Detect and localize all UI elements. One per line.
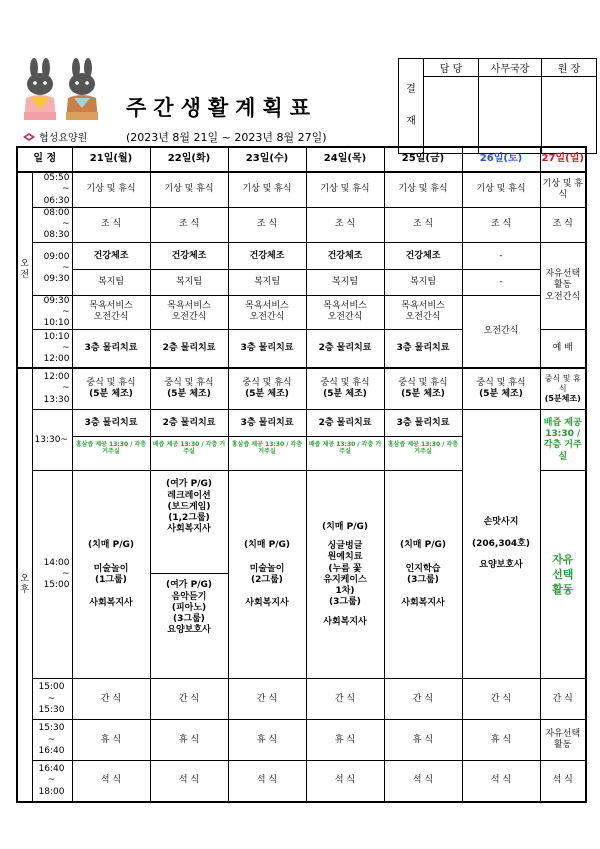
cell-pm-mon — [72, 410, 150, 471]
cell-sun-note: 배즙 제공 13:30 / 각층 거주실 — [540, 410, 586, 471]
cell-sun-free — [540, 242, 586, 330]
approval-label-bottom: 재 — [406, 116, 416, 127]
cell-dinner-wed: 석 식 — [228, 761, 306, 802]
cell-program-tue — [150, 471, 228, 679]
row-rest — [17, 720, 586, 761]
cell-dinner-sat: 석 식 — [462, 761, 540, 802]
cell-lunch-thu — [306, 368, 384, 410]
lunch-sub-wed: (5분 체조) — [245, 389, 289, 399]
approval-col-head: 원 장 — [542, 59, 597, 77]
cell-exercise-sat — [462, 242, 540, 295]
program-tue-a-4: (1,2그룹) — [168, 513, 210, 523]
cell-exercise-mon — [72, 242, 150, 295]
cell-breakfast-sat: 조 식 — [462, 207, 540, 242]
lunch-sub-sun: (5분체조) — [544, 394, 581, 403]
cell-snack-mon: 간 식 — [72, 679, 150, 720]
program-sat-2: (206,304호) — [472, 538, 530, 549]
day-thu-paren: (목) — [347, 153, 367, 165]
cell-physio-wed: 3층 물리치료 — [228, 330, 306, 368]
header-row — [17, 147, 586, 172]
program-sun-1: 자유 — [552, 552, 574, 566]
lunch-sun: 중식 및 휴식 — [544, 374, 581, 393]
welfare-mon: 복지팀 — [73, 269, 150, 295]
cell-dinner-tue: 석 식 — [150, 761, 228, 802]
program-fri-1: (치매 P/G) — [399, 540, 447, 551]
day-sun-main: 27일 — [541, 153, 566, 165]
cell-program-wed — [228, 471, 306, 679]
program-thu-2: 싱글벙글 — [327, 541, 363, 551]
cell-rest-sat: 휴 식 — [462, 720, 540, 761]
cell-physio-fri: 3층 물리치료 — [384, 330, 462, 368]
cell-exercise-tue — [150, 242, 228, 295]
note-thu: 배즙 제공 13:30 / 각층 거주실 — [307, 436, 384, 470]
program-thu-7: (3그룹) — [329, 597, 361, 608]
cell-pm-thu — [306, 410, 384, 471]
bath-tue: 목욕서비스 — [167, 301, 211, 312]
approval-label-top: 결 — [406, 84, 416, 95]
time-t4: 09:30 ~ 10:10 — [32, 295, 72, 330]
snack-tue-am: 오전간식 — [171, 312, 207, 323]
cell-pm-fri — [384, 410, 462, 471]
lunch-fri: 중식 및 휴식 — [398, 377, 448, 388]
program-tue-b-3: (피아노) — [171, 602, 207, 613]
time-t2: 08:00 ~ 08:30 — [32, 207, 72, 242]
sun-morning-snack: 오전간식 — [545, 291, 581, 302]
cell-physio-thu: 2층 물리치료 — [306, 330, 384, 368]
lunch-wed: 중식 및 휴식 — [242, 377, 292, 388]
welfare-tue: 복지팀 — [151, 269, 228, 295]
lunch-tue: 중식 및 휴식 — [164, 377, 214, 388]
program-sat-1: 손맛사지 — [483, 517, 519, 528]
sun-free: 자유선택 활동 — [545, 269, 581, 291]
approval-label — [399, 59, 424, 154]
cell-pm-wed — [228, 410, 306, 471]
cell-lunch-wed — [228, 368, 306, 410]
day-fri-main: 25일 — [401, 153, 426, 165]
row-breakfast — [17, 207, 586, 242]
program-mon-3: (1그룹) — [95, 574, 127, 585]
snack-mon-am: 오전간식 — [93, 312, 129, 323]
exercise-mon: 건강체조 — [93, 250, 129, 261]
cell-exercise-fri — [384, 242, 462, 295]
note-fri: 홍삼즙 제공 13:30 / 각층 거주실 — [385, 436, 462, 470]
program-fri-3: (3그룹) — [407, 574, 439, 585]
cell-snack-fri: 간 식 — [384, 679, 462, 720]
cell-breakfast-thu: 조 식 — [306, 207, 384, 242]
physio2-wed: 3층 물리치료 — [240, 418, 294, 429]
dash-sat-2: - — [463, 269, 540, 295]
cell-program-sat — [462, 410, 540, 679]
cell-physio-tue: 2층 물리치료 — [150, 330, 228, 368]
program-fri-4: 사회복지사 — [401, 598, 445, 608]
row-dinner — [17, 761, 586, 802]
cell-breakfast-wed: 조 식 — [228, 207, 306, 242]
physio2-tue: 2층 물리치료 — [162, 418, 216, 429]
row-wake — [17, 172, 586, 207]
cell-lunch-fri — [384, 368, 462, 410]
day-mon-main: 21일 — [89, 153, 114, 165]
day-header-thu — [306, 147, 384, 172]
day-fri-paren: (금) — [425, 153, 445, 165]
dash-sat-1: - — [499, 250, 503, 261]
cell-dinner-thu: 석 식 — [306, 761, 384, 802]
program-tue-a-3: (보드게임) — [167, 501, 211, 512]
program-thu-6: 1차) — [335, 586, 355, 596]
program-thu-8: 사회복지사 — [323, 616, 367, 627]
pm-label — [17, 368, 32, 802]
lunch-sub-mon: (5분 체조) — [89, 389, 133, 399]
program-wed-4: 사회복지사 — [245, 598, 289, 608]
cell-rest-thu: 휴 식 — [306, 720, 384, 761]
cell-lunch-tue — [150, 368, 228, 410]
day-sun-paren: (일) — [565, 153, 584, 165]
cell-lunch-sat — [462, 368, 540, 410]
lunch-sub-tue: (5분 체조) — [167, 389, 211, 399]
cell-snack-tue: 간 식 — [150, 679, 228, 720]
cell-program-sun — [540, 471, 586, 679]
lunch-sat: 중식 및 휴식 — [476, 377, 526, 388]
cell-breakfast-sun: 조 식 — [540, 207, 586, 242]
cell-dinner-sun: 석 식 — [540, 761, 586, 802]
cell-lunch-mon — [72, 368, 150, 410]
cell-snack-thu: 간 식 — [306, 679, 384, 720]
cell-exercise-thu — [306, 242, 384, 295]
cell-worship: 예 배 — [540, 330, 586, 368]
exercise-tue: 건강체조 — [171, 250, 207, 261]
program-tue-b — [151, 573, 228, 678]
snack-fri-am: 오전간식 — [405, 312, 441, 323]
am-label-2: 전 — [20, 269, 30, 280]
row-bath — [17, 295, 586, 330]
day-wed-paren: (수) — [269, 153, 289, 165]
day-header-tue — [150, 147, 228, 172]
cell-rest-fri: 휴 식 — [384, 720, 462, 761]
program-sun-3: 활동 — [552, 583, 574, 597]
pm-label-2: 후 — [20, 584, 30, 595]
note-wed: 홍삼즙 제공 13:30 / 각층 거주실 — [229, 436, 306, 470]
row-lunch — [17, 368, 586, 410]
approval-col-staff: 담 당 — [424, 59, 479, 77]
program-tue-a-1: (여가 P/G) — [165, 479, 213, 490]
day-thu-main: 24일 — [323, 153, 348, 165]
cell-sat-morning-snack: 오전간식 — [462, 295, 540, 368]
cell-bath-tue — [150, 295, 228, 330]
day-tue-main: 22일 — [167, 153, 192, 165]
program-wed-3: (2그룹) — [251, 574, 283, 585]
program-mon-4: 사회복지사 — [89, 598, 133, 608]
program-tue-b-4: (3그룹) — [173, 614, 205, 624]
exercise-wed: 건강체조 — [249, 250, 285, 261]
lunch-thu: 중식 및 휴식 — [320, 377, 370, 388]
program-mon-1: (치매 P/G) — [87, 540, 135, 551]
program-thu-5: 유지케이스 — [323, 574, 367, 585]
day-sat-paren: (토) — [503, 153, 523, 165]
cell-bath-fri — [384, 295, 462, 330]
program-tue-b-1: (여가 P/G) — [165, 580, 213, 591]
org-logo-icon — [22, 132, 36, 142]
program-tue-a — [151, 471, 228, 573]
cell-program-mon — [72, 471, 150, 679]
day-wed-main: 23일 — [245, 153, 270, 165]
cell-rest-tue: 휴 식 — [150, 720, 228, 761]
day-header-mon — [72, 147, 150, 172]
bath-mon: 목욕서비스 — [89, 301, 133, 312]
snack-wed-am: 오전간식 — [249, 312, 285, 323]
org-name-text: 협성요양원 — [39, 133, 88, 144]
bath-thu: 목욕서비스 — [323, 301, 367, 312]
day-header-sat — [462, 147, 540, 172]
snack-thu-am: 오전간식 — [327, 312, 363, 323]
program-tue-a-2: 레크레이션 — [167, 490, 211, 501]
program-tue-a-5: 사회복지사 — [167, 524, 211, 535]
note-mon: 홍삼즙 제공 13:30 / 각층 거주실 — [73, 436, 150, 470]
time-t9: 15:00 ~ 15:30 — [32, 679, 72, 720]
day-mon-paren: (월) — [113, 153, 133, 165]
row-afternoon-physio — [17, 410, 586, 471]
cell-wake-mon: 기상 및 휴식 — [72, 172, 150, 207]
day-tue-paren: (화) — [191, 153, 211, 165]
cell-rest-mon: 휴 식 — [72, 720, 150, 761]
lunch-sub-sat: (5분 체조) — [479, 389, 523, 399]
am-label-1: 오 — [20, 258, 30, 269]
cell-program-thu — [306, 471, 384, 679]
cell-bath-wed — [228, 295, 306, 330]
program-thu-1: (치매 P/G) — [321, 521, 369, 532]
time-t8: 14:00 ~ 15:00 — [32, 471, 72, 679]
row-snack — [17, 679, 586, 720]
approval-box — [398, 58, 597, 154]
program-sat-3: 요양보호사 — [479, 559, 523, 570]
cell-wake-sun: 기상 및 휴식 — [540, 172, 586, 207]
cell-wake-sat: 기상 및 휴식 — [462, 172, 540, 207]
program-sun-2: 선택 — [552, 568, 574, 582]
cell-exercise-wed — [228, 242, 306, 295]
org-name — [22, 129, 87, 144]
cell-pm-tue — [150, 410, 228, 471]
lunch-sub-fri: (5분 체조) — [401, 389, 445, 399]
exercise-fri: 건강체조 — [405, 250, 441, 261]
cell-wake-tue: 기상 및 휴식 — [150, 172, 228, 207]
physio2-mon: 3층 물리치료 — [84, 418, 138, 429]
cell-wake-wed: 기상 및 휴식 — [228, 172, 306, 207]
program-wed-2: 미술놀이 — [249, 563, 285, 574]
program-fri-2: 인지학습 — [405, 563, 441, 574]
approval-sign-head[interactable] — [542, 77, 597, 154]
time-t7: 13:30~ — [32, 410, 72, 471]
row-exercise — [17, 242, 586, 295]
approval-sign-director[interactable] — [479, 77, 542, 154]
exercise-thu: 건강체조 — [327, 250, 363, 261]
cell-bath-mon — [72, 295, 150, 330]
cell-physio-mon: 3층 물리치료 — [72, 330, 150, 368]
cell-breakfast-fri: 조 식 — [384, 207, 462, 242]
day-header-fri — [384, 147, 462, 172]
program-thu-3: 원예치료 — [327, 552, 363, 563]
program-tue-b-5: 요양보호사 — [167, 625, 211, 636]
am-label — [17, 172, 32, 368]
time-t3: 09:00 ~ 09:30 — [32, 242, 72, 295]
cell-dinner-fri: 석 식 — [384, 761, 462, 802]
program-wed-1: (치매 P/G) — [243, 540, 291, 551]
cell-wake-fri: 기상 및 휴식 — [384, 172, 462, 207]
bath-wed: 목욕서비스 — [245, 301, 289, 312]
cell-bath-thu — [306, 295, 384, 330]
program-mon-2: 미술놀이 — [93, 563, 129, 574]
day-header-sun — [540, 147, 586, 172]
cell-snack-sat: 간 식 — [462, 679, 540, 720]
cell-lunch-sun — [540, 368, 586, 410]
cell-breakfast-tue: 조 식 — [150, 207, 228, 242]
time-t10: 15:30 ~ 16:40 — [32, 720, 72, 761]
physio2-thu: 2층 물리치료 — [318, 418, 372, 429]
date-period: (2023년 8월 21일 ~ 2023년 8월 27일) — [126, 131, 327, 144]
cell-rest-sun: 자유선택 활동 — [540, 720, 586, 761]
program-thu-4: (누름 꽃 — [328, 563, 362, 574]
cell-rest-wed: 휴 식 — [228, 720, 306, 761]
cell-snack-wed: 간 식 — [228, 679, 306, 720]
cell-wake-thu: 기상 및 휴식 — [306, 172, 384, 207]
program-tue-b-2: 음악듣기 — [171, 591, 207, 602]
time-t6: 12:00 ~ 13:30 — [32, 368, 72, 410]
page-title: 주간생활계획표 — [126, 96, 318, 120]
cell-dinner-mon: 석 식 — [72, 761, 150, 802]
time-t1: 05:50 ~ 06:30 — [32, 172, 72, 207]
rabbit-mascot-icon — [20, 58, 102, 124]
time-t5: 10:10 ~ 12:00 — [32, 330, 72, 368]
pm-label-1: 오 — [20, 573, 30, 584]
welfare-wed: 복지팀 — [229, 269, 306, 295]
approval-sign-staff[interactable] — [424, 77, 479, 154]
physio2-fri: 3층 물리치료 — [396, 418, 450, 429]
corner-cell: 일 정 — [17, 147, 72, 172]
cell-breakfast-mon: 조 식 — [72, 207, 150, 242]
day-sat-main: 26일 — [479, 153, 504, 165]
note-tue: 배즙 제공 13:30 / 각층 거주실 — [151, 436, 228, 470]
cell-program-fri — [384, 471, 462, 679]
time-t11: 16:40 ~ 18:00 — [32, 761, 72, 802]
welfare-thu: 복지팀 — [307, 269, 384, 295]
day-header-wed — [228, 147, 306, 172]
lunch-mon: 중식 및 휴식 — [86, 377, 136, 388]
approval-col-director: 사무국장 — [479, 59, 542, 77]
cell-snack-sun: 간 식 — [540, 679, 586, 720]
lunch-sub-thu: (5분 체조) — [323, 389, 367, 399]
weekly-schedule-table — [16, 146, 587, 803]
bath-fri: 목욕서비스 — [401, 301, 445, 312]
welfare-fri: 복지팀 — [385, 269, 462, 295]
